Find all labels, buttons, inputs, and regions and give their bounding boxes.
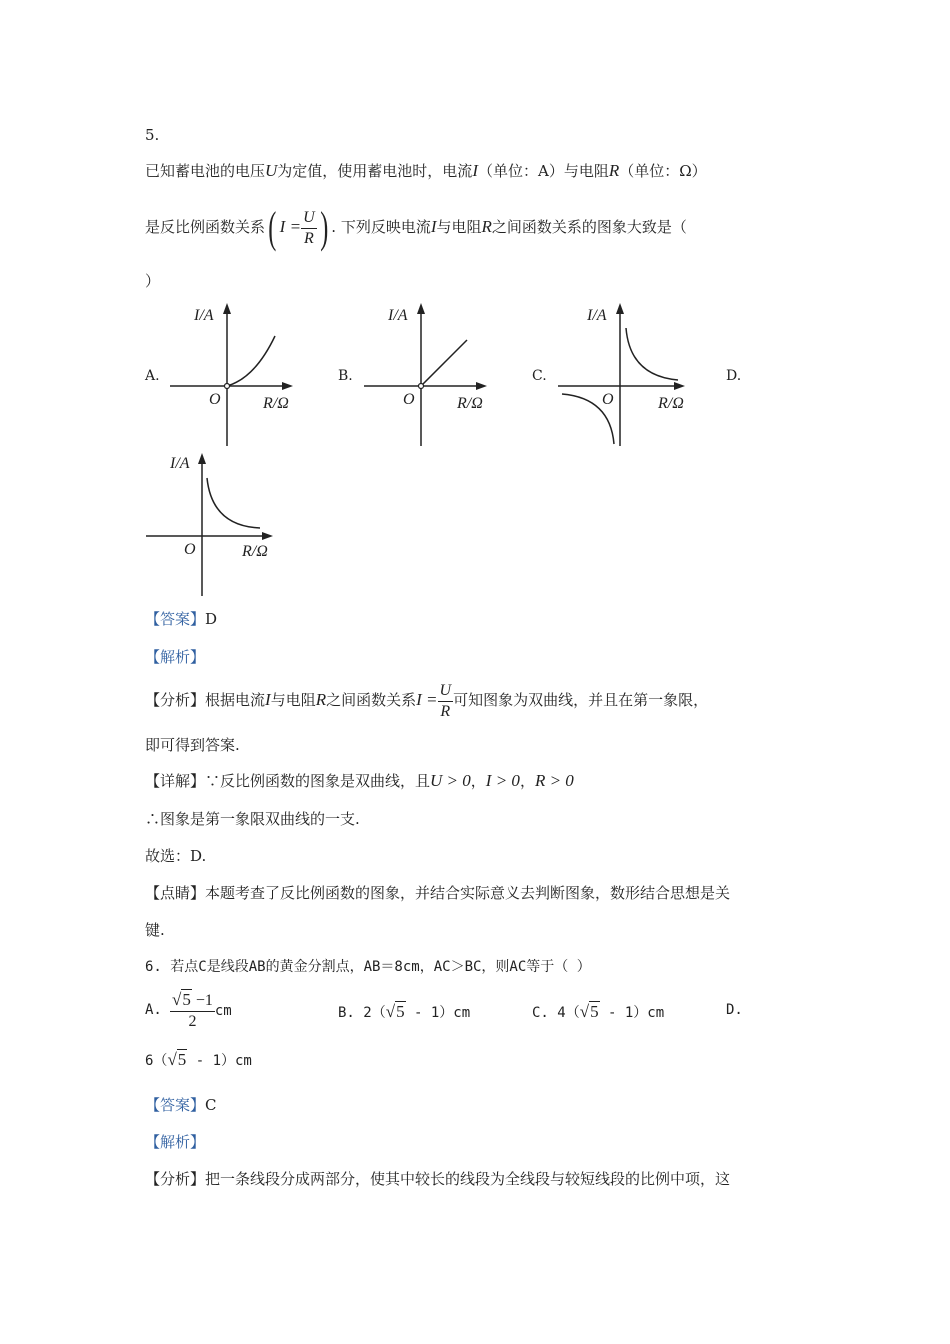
q5-stem-line1: 已知蓄电池的电压U为定值，使用蓄电池时，电流I（单位：A）与电阻R（单位：Ω） (145, 161, 707, 180)
answer-tag: 【答案】 (145, 610, 206, 628)
q6-option-a: $\frac{√5 -1}{2}$ cm (172, 990, 232, 1030)
q5-dianjing: 【点睛】本题考查了反比例函数的图象，并结合实际意义去判断图象，数形结合思想是关 (145, 884, 731, 902)
option-c-label: C. (532, 368, 547, 384)
var-i: I (472, 161, 478, 180)
q5-dianjing-line2: 键. (145, 921, 165, 939)
svg-text:I/A: I/A (170, 455, 190, 472)
q5-fenxi: 【分析】根据电流I与电阻R之间函数关系I = $\frac{U}{R}$ 可知图象为双曲线，并且在第一象限， (145, 681, 709, 720)
graph-option-a (160, 298, 310, 448)
svg-text:O: O (602, 391, 614, 408)
option-b-label: B. (338, 368, 353, 384)
q5-fenxi-line2: 即可得到答案. (145, 736, 240, 754)
question-number: 5. (145, 126, 160, 144)
q6-option-c: C. 4（√5 - 1）cm (532, 1002, 665, 1021)
svg-text:O: O (403, 391, 415, 408)
svg-text:O: O (184, 541, 196, 558)
q5-stem-line2: 是反比例函数关系( I = $\frac{U}{R}$ ) . 下列反映电流I与电阻R之间函数关系的图象大致是（ (145, 203, 687, 252)
q5-therefore: ∴图象是第一象限双曲线的一支. (145, 810, 360, 828)
q5-analysis-tag: 【解析】 (145, 648, 206, 666)
q6-answer: 【答案】C (145, 1096, 217, 1114)
svg-text:R/Ω: R/Ω (457, 395, 483, 412)
q5-stem-line3: ） (145, 272, 161, 290)
graph-option-c (552, 298, 702, 448)
q5-choose: 故选：D. (145, 847, 207, 865)
q6-analysis-tag: 【解析】 (145, 1133, 206, 1151)
svg-text:R/Ω: R/Ω (263, 395, 289, 412)
graph-option-b (354, 298, 504, 448)
q6-option-d-label: D. (726, 1002, 743, 1018)
q5-xiangjie: 【详解】∵反比例函数的图象是双曲线，且U > 0，I > 0，R > 0 (145, 771, 574, 790)
svg-text:I/A: I/A (194, 307, 214, 324)
svg-text:I/A: I/A (388, 307, 408, 324)
option-d-label: D. (726, 368, 742, 384)
formula-fraction: $\frac{U}{R}$ (303, 208, 315, 247)
svg-text:O: O (209, 391, 221, 408)
q6-fenxi: 【分析】把一条线段分成两部分，使其中较长的线段为全线段与较短线段的比例中项，这 (145, 1170, 731, 1188)
graph-option-d (140, 448, 290, 598)
q5-answer: 【答案】D (145, 610, 218, 628)
q6-stem: 6. 若点C是线段AB的黄金分割点，AB＝8cm，AC＞BC，则AC等于（ ） (145, 959, 591, 975)
svg-text:I/A: I/A (587, 307, 607, 324)
q6-option-a-label: A. (145, 1002, 162, 1018)
svg-text:R/Ω: R/Ω (242, 543, 268, 560)
option-a-label: A. (145, 368, 160, 384)
var-r: R (608, 161, 620, 180)
fenxi-fraction: $\frac{U}{R}$ (439, 681, 452, 720)
q6-option-d: 6（√5 - 1）cm (145, 1050, 252, 1069)
var-u: U (265, 161, 278, 180)
svg-text:R/Ω: R/Ω (658, 395, 684, 412)
q6-option-b: B. 2（√5 - 1）cm (338, 1002, 471, 1021)
